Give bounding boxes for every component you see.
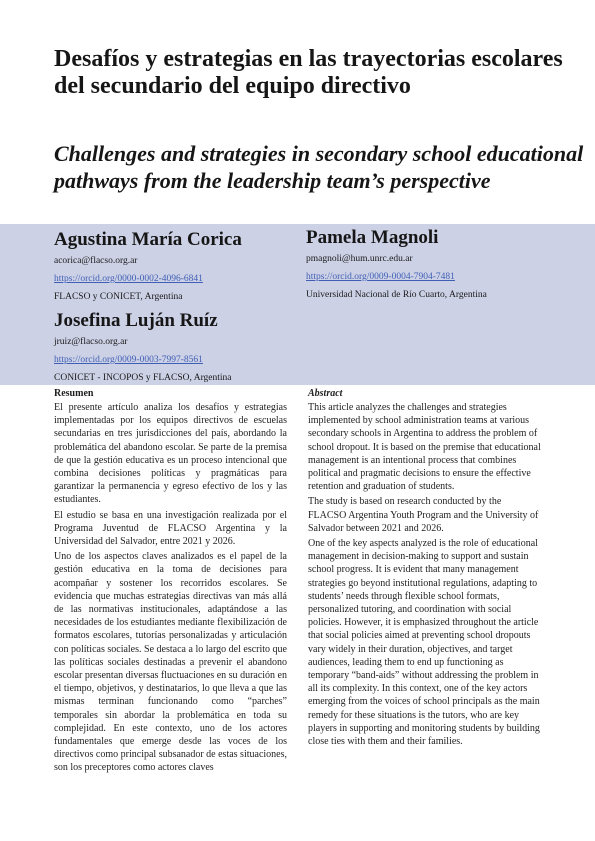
title-english: Challenges and strategies in secondary school educational pathways from the leadership team’s perspective [54,141,584,193]
resumen-paragraph: El presente artículo analiza los desafíos y estrategias implementadas por los equipos directivos de escuelas secundarias en tres jurisdicciones del país, abordando la problemática del abandono escolar. Se parte de la premisa de que la gestión educativa es un proceso intencional que combina decisiones políticas y pragmáticas para garantizar la permanencia y egreso efectivo de los y las estudiantes. [54,402,287,506]
author-orcid-link[interactable]: https://orcid.org/0009-0003-7997-8561 [54,355,203,365]
author-email: acorica@flacso.org.ar [54,256,138,266]
author-name: Agustina María Corica [54,229,242,250]
resumen-heading: Resumen [54,388,94,399]
author-affiliation: Universidad Nacional de Río Cuarto, Argentina [306,290,487,300]
author-orcid-link[interactable]: https://orcid.org/0000-0002-4096-6841 [54,274,203,284]
abstract-heading: Abstract [308,388,343,399]
author-affiliation: CONICET - INCOPOS y FLACSO, Argentina [54,373,232,383]
author-block-ruiz [54,309,294,387]
abstract-paragraph: This article analyzes the challenges and strategies implemented by school administration teams at various secondary schools in Argentina to address the problem of school dropout. It is based on the premise that educational management is an intentional process that combines political and pragmatic decisions to ensure the effective retention and graduation of students. [308,402,541,493]
author-block-magnoli [306,226,576,304]
resumen-paragraph: Uno de los aspectos claves analizados es el papel de la gestión educativa en la toma de decisiones para acompañar y sostener los recorridos escolares. Se evidencia que muchas estrategias directivas van más allá de las normativas institucionales, adaptándose a las necesidades de los estudiantes mediante flexibilización de formatos escolares, tutorías personalizadas y articulación con políticas sociales. Se destaca a lo largo del escrito que las políticas sociales destinadas a prevenir el abandono escolar presentan diversas fluctuaciones en su duración en el tiempo, objetivos, y destinatarios, lo que lleva a que las mismas terminan funcionando como “parches” temporales sin abordar la problemática en toda su complejidad. En este contexto, uno de los actores fundamentales que emerge desde las voces de los directivos como principal subsanador de estas situaciones, son los preceptores como actores claves [54,551,287,774]
author-block-corica [54,228,294,306]
author-name: Josefina Luján Ruíz [54,310,218,331]
resumen-column [54,387,287,777]
author-orcid-link[interactable]: https://orcid.org/0009-0004-7904-7481 [306,272,455,282]
author-email: pmagnoli@hum.unrc.edu.ar [306,254,413,264]
author-email: jruiz@flacso.org.ar [54,337,128,347]
abstract-paragraph: The study is based on research conducted by the FLACSO Argentina Youth Program and the University of Salvador between 2021 and 2026. [308,496,539,534]
author-affiliation: FLACSO y CONICET, Argentina [54,292,183,302]
title-spanish: Desafíos y estrategias en las trayectorias escolares del secundario del equipo directivo [54,46,563,99]
resumen-paragraph: El estudio se basa en una investigación realizada por el Programa Juventud de FLACSO Argentina y la Universidad del Salvador, entre 2021 y 2026. [54,509,287,548]
abstract-paragraph: One of the key aspects analyzed is the role of educational management in decision-making to support and sustain school progress. It is evident that many management strategies go beyond institutional regulations, adapting to students’ needs through flexible school formats, personalized tutoring, and coordination with social policies. However, it is emphasized throughout the article that social policies aimed at preventing school dropouts vary widely in their duration, objectives, and target audiences, leading them to end up functioning as temporary “band-aids” without addressing the problem in all its complexity. In this context, one of the key actors emerging from the voices of school principals as the main remedy for these situations is the tutors, who are key players in supporting and monitoring students by building close ties with them and their families. [308,538,540,748]
author-name: Pamela Magnoli [306,227,439,248]
abstract-column [308,387,541,750]
